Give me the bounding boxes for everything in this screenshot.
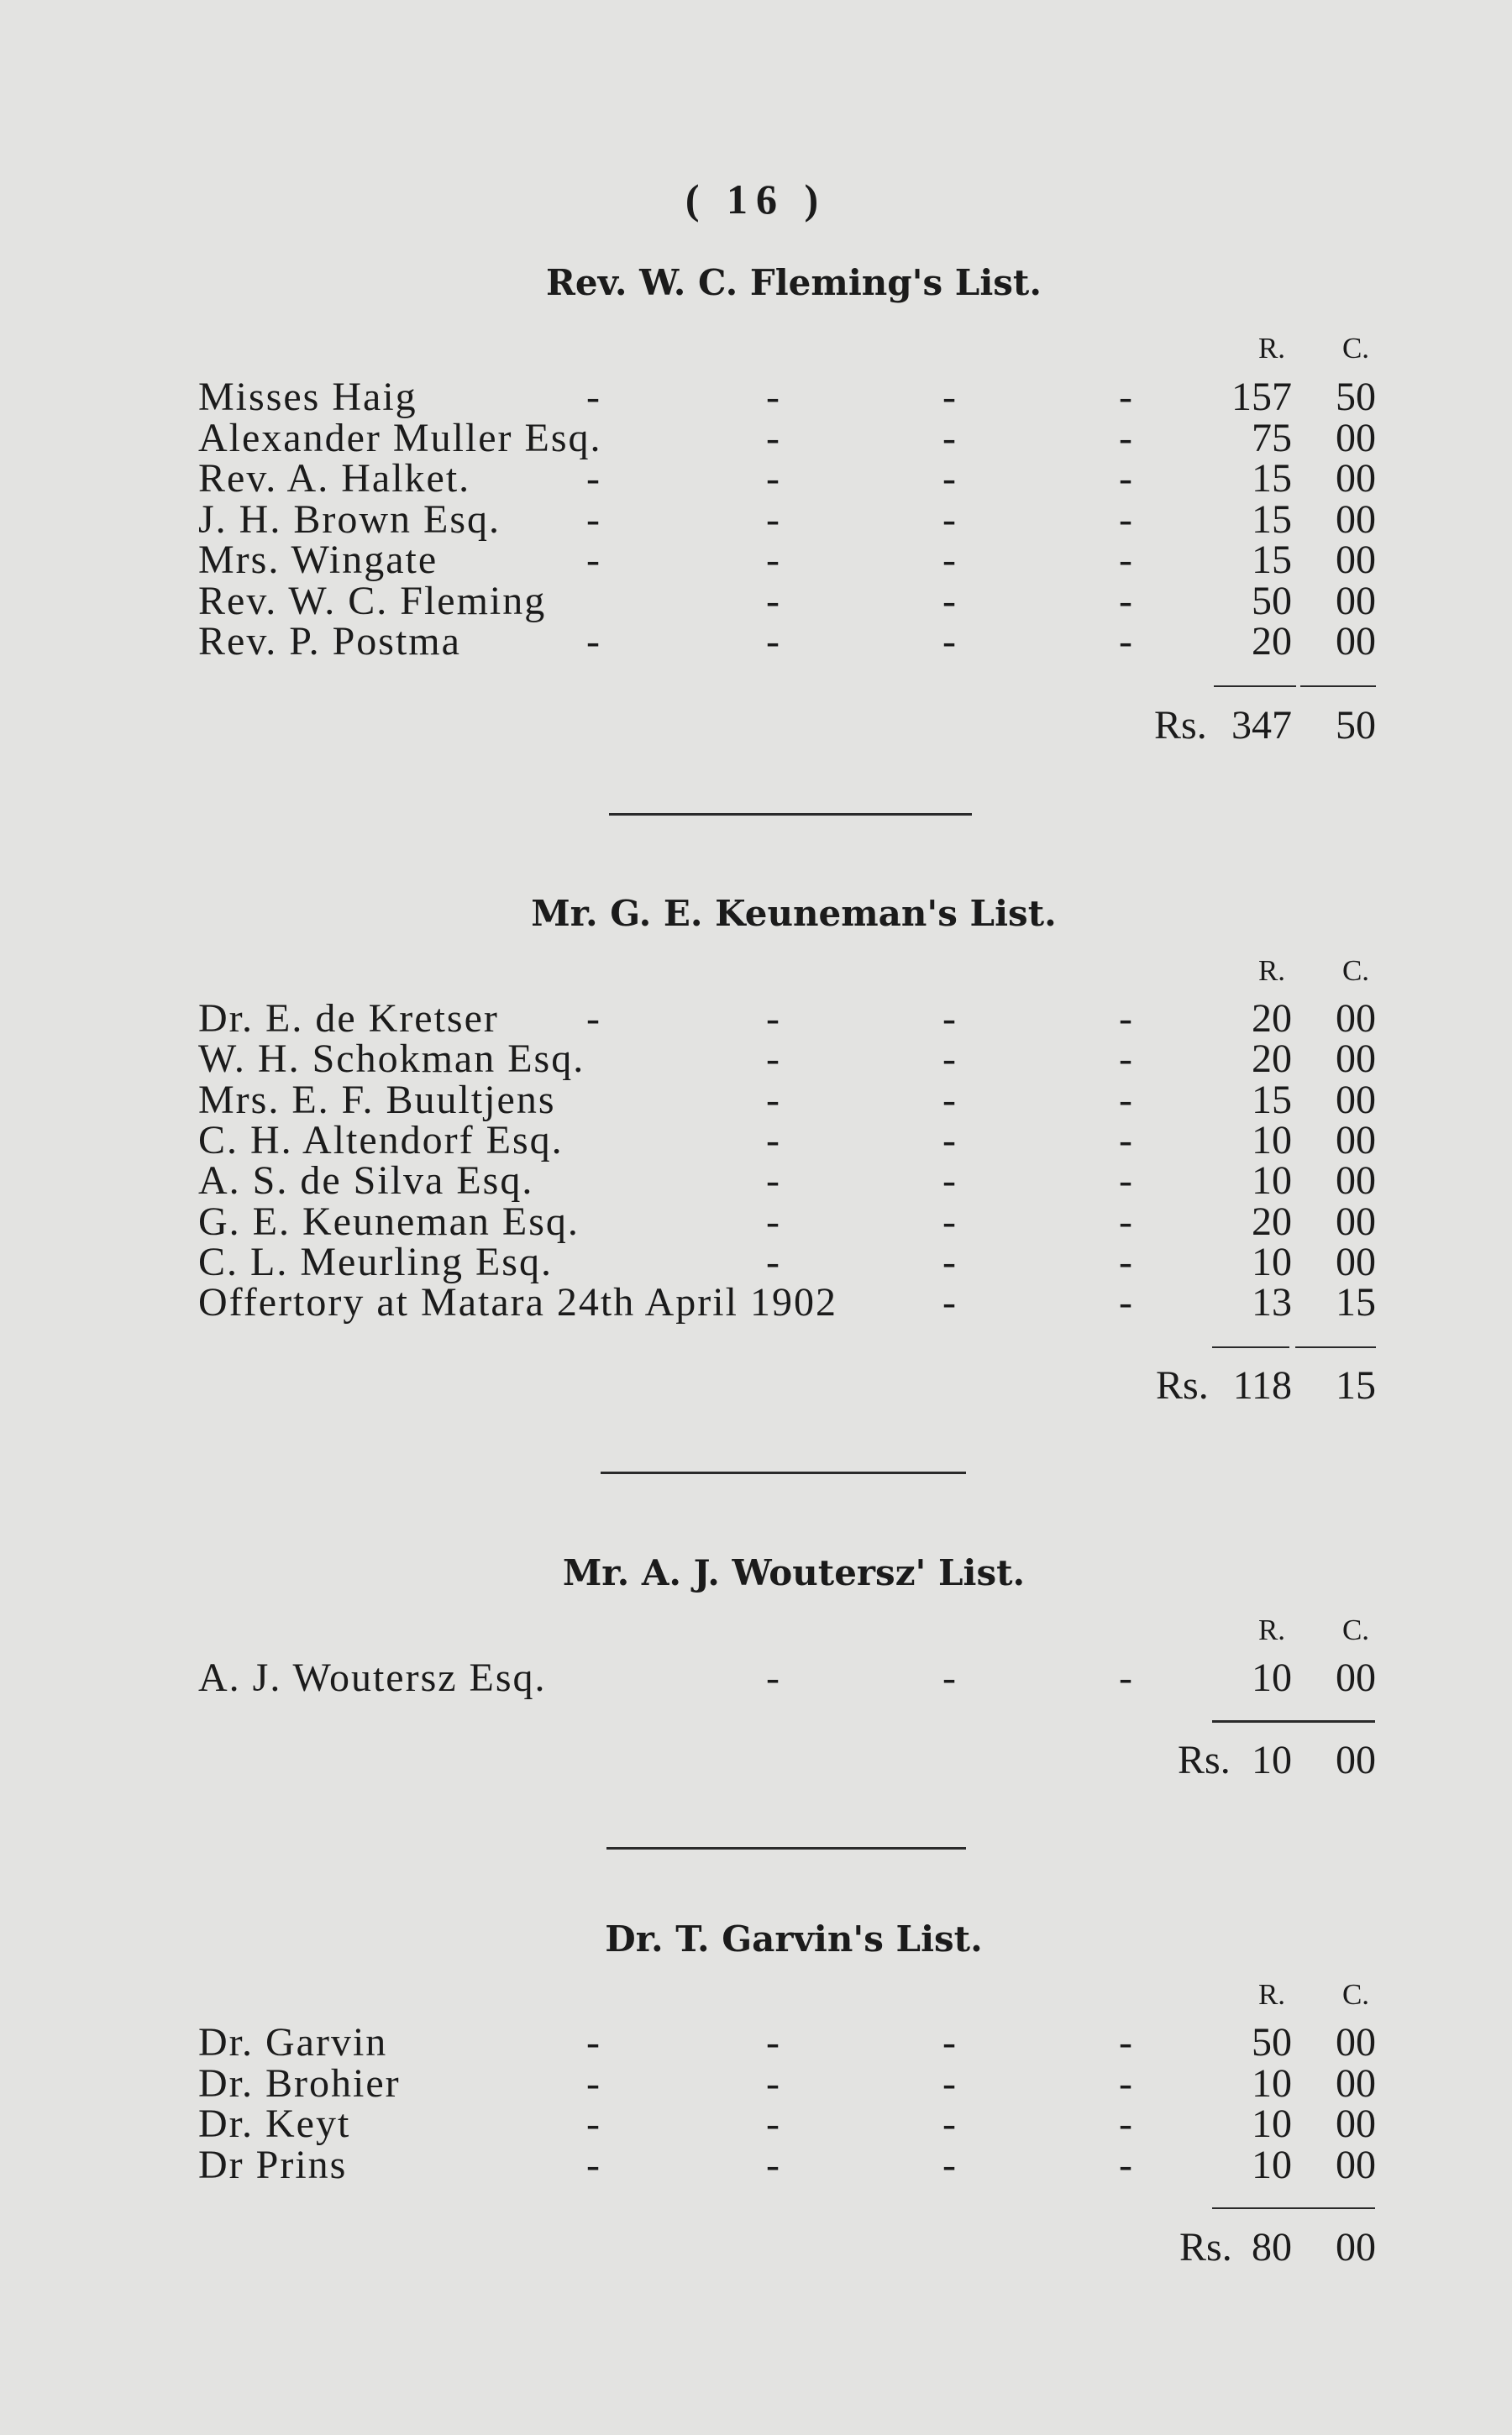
page-number: ( 16 ) [685,176,827,223]
sum-rule-rupees [1212,1346,1289,1348]
rupees-value: 20 [1252,619,1292,664]
leader-dash: - [1119,2142,1132,2187]
sum-rule [1212,2207,1375,2209]
leader-dash: - [586,2060,600,2106]
list-item [0,1201,1512,1243]
leader-dash: - [942,2102,956,2146]
rupees-value: 13 [1252,1280,1292,1325]
cents-value: 00 [1336,578,1376,623]
leader-dash: - [942,496,956,542]
leader-dash: - [586,996,600,1041]
cents-value: 00 [1336,619,1376,664]
subscriber-name: W. H. Schokman Esq. [198,1036,585,1082]
leader-dash: - [1119,1117,1132,1162]
rupees-value: 10 [1252,2102,1292,2146]
leader-dash: - [586,2142,600,2187]
rupees-value: 10 [1252,2060,1292,2106]
leader-dash: - [1119,2102,1132,2146]
list-item [0,2060,1512,2106]
subscriber-name: Rev. P. Postma [198,619,461,664]
leader-dash: - [1119,578,1132,623]
leader-dash: - [586,2102,600,2146]
rupees-value: 10 [1252,2142,1292,2187]
list-item [0,2022,1512,2064]
cents-value: 00 [1336,1077,1376,1122]
leader-dash: - [766,578,780,623]
total-cents: 15 [1336,1363,1376,1408]
cents-value: 00 [1336,2060,1376,2106]
rupees-value: 50 [1252,578,1292,623]
subscriber-name: C. L. Meurling Esq. [198,1239,553,1284]
rupees-value: 20 [1252,1199,1292,1244]
leader-dash: - [766,1656,780,1700]
subscriber-name: Rev. A. Halket. [198,456,471,501]
leader-dash: - [942,1117,956,1162]
leader-dash: - [1119,619,1132,664]
subscriber-name: J. H. Brown Esq. [198,496,501,542]
cents-value: 00 [1336,1239,1376,1284]
leader-dashes [0,2144,2,2186]
total-cents: 50 [1336,703,1376,748]
subscriber-name: Rev. W. C. Fleming [198,578,547,623]
leader-dash: - [766,2020,780,2065]
leader-dashes [0,1241,2,1283]
leader-dash: - [942,1036,956,1082]
subscriber-name: Alexander Muller Esq. [198,415,602,460]
cents-value: 00 [1336,496,1376,542]
list-item [0,1657,1512,1699]
leader-dash: - [1119,375,1132,419]
list-item [0,580,1512,622]
cents-header: C. [1341,954,1370,987]
total-cents: 00 [1336,2225,1376,2270]
subscriber-name: Dr Prins [198,2142,348,2187]
leader-dash: - [766,996,780,1041]
cents-value: 00 [1336,2102,1376,2146]
cents-value: 00 [1336,2142,1376,2187]
cents-value: 00 [1336,1117,1376,1162]
leader-dashes [0,1160,2,1202]
rupees-value: 10 [1252,1239,1292,1284]
leader-dash: - [586,2020,600,2065]
leader-dashes [0,1038,2,1080]
section-title: Mr. G. E. Keuneman's List. [531,893,1057,934]
total-rupees: 347 [1231,703,1292,748]
rupees-value: 10 [1252,1158,1292,1204]
leader-dashes [0,376,2,418]
leader-dashes [0,998,2,1040]
rupees-value: 15 [1252,456,1292,501]
cents-value: 00 [1336,456,1376,501]
leader-dash: - [1119,1158,1132,1204]
rupees-value: 157 [1231,375,1292,419]
leader-dashes [0,1079,2,1121]
leader-dash: - [1119,1199,1132,1244]
leader-dash: - [1119,1077,1132,1122]
cents-value: 00 [1336,996,1376,1041]
rupees-header: R. [1257,332,1286,365]
leader-dash: - [942,1239,956,1284]
sum-rule-rupees [1214,685,1296,687]
subscriber-name: Mrs. E. F. Buultjens [198,1077,556,1122]
cents-header: C. [1341,332,1370,365]
list-item [0,1160,1512,1202]
cents-value: 00 [1336,415,1376,460]
list-item [0,376,1512,418]
cents-value: 00 [1336,1036,1376,1082]
list-item [0,539,1512,581]
leader-dash: - [1119,1036,1132,1082]
rupees-header: R. [1257,1614,1286,1646]
leader-dash: - [586,496,600,542]
leader-dash: - [1119,456,1132,501]
leader-dashes [0,2063,2,2105]
leader-dash: - [766,1077,780,1122]
leader-dash: - [942,538,956,582]
leader-dash: - [942,2142,956,2187]
subscriber-name: Mrs. Wingate [198,538,438,582]
leader-dash: - [766,1239,780,1284]
leader-dash: - [942,1077,956,1122]
leader-dash: - [1119,538,1132,582]
list-item [0,1038,1512,1080]
rupees-value: 10 [1252,1656,1292,1700]
leader-dash: - [942,578,956,623]
section-divider [601,1472,966,1474]
leader-dashes [0,458,2,500]
leader-dash: - [766,375,780,419]
cents-value: 00 [1336,1158,1376,1204]
leader-dashes [0,539,2,581]
total-rupees: 80 [1252,2225,1292,2270]
leader-dash: - [1119,2060,1132,2106]
total-row: Rs. 347 50 [1154,703,1376,748]
leader-dashes [0,2103,2,2145]
list-item [0,458,1512,500]
total-row: Rs. 118 15 [1156,1363,1376,1408]
total-rupees: 118 [1232,1363,1292,1408]
leader-dashes [0,1201,2,1243]
cents-value: 00 [1336,2020,1376,2065]
subscriber-name: Dr. Brohier [198,2060,401,2106]
leader-dash: - [586,456,600,501]
list-item [0,1117,1512,1162]
leader-dash: - [942,375,956,419]
cents-value: 00 [1336,538,1376,582]
subscriber-name: Dr. E. de Kretser [198,996,499,1041]
leader-dash: - [942,1199,956,1244]
leader-dash: - [766,456,780,501]
rupees-header: R. [1257,1978,1286,2011]
rupees-value: 20 [1252,996,1292,1041]
leader-dashes [0,1282,1,1324]
leader-dashes [0,2022,2,2064]
total-row: Rs. 80 00 [1179,2225,1376,2270]
cents-value: 00 [1336,1199,1376,1244]
leader-dash: - [1119,996,1132,1041]
subscriber-name: Dr. Garvin [198,2020,388,2065]
subscriber-name: C. H. Altendorf Esq. [198,1117,564,1162]
leader-dashes [0,417,2,459]
leader-dash: - [766,619,780,664]
rupees-value: 15 [1252,1077,1292,1122]
rupees-value: 50 [1252,2020,1292,2065]
leader-dash: - [1119,496,1132,542]
list-item [0,1282,1512,1324]
leader-dash: - [1119,1239,1132,1284]
leader-dash: - [766,2102,780,2146]
total-rupees: 10 [1252,1738,1292,1782]
subscriber-name: Offertory at Matara 24th April 1902 [198,1280,837,1325]
list-item [0,1079,1512,1121]
leader-dash: - [942,415,956,460]
leader-dash: - [1119,1280,1132,1325]
cents-header: C. [1341,1614,1370,1646]
list-item [0,2144,1512,2186]
leader-dash: - [586,375,600,419]
leader-dash: - [942,1158,956,1204]
section-divider [606,1847,966,1850]
leader-dashes [0,580,2,622]
sum-rule-cents [1295,1346,1376,1348]
leader-dash: - [942,456,956,501]
rupees-value: 15 [1252,538,1292,582]
section-divider [609,813,972,816]
leader-dash: - [942,2060,956,2106]
cents-value: 50 [1336,375,1376,419]
subscriber-name: A. J. Woutersz Esq. [198,1656,547,1700]
total-cents: 00 [1336,1738,1376,1782]
rupees-header: R. [1257,954,1286,987]
leader-dash: - [942,2020,956,2065]
list-item [0,998,1512,1040]
leader-dash: - [942,996,956,1041]
total-row: Rs. 10 00 [1178,1738,1376,1782]
section-title: Dr. T. Garvin's List. [605,1918,983,1960]
leader-dash: - [766,415,780,460]
cents-value: 15 [1336,1280,1376,1325]
leader-dashes [0,499,2,541]
leader-dash: - [1119,1656,1132,1700]
rupees-value: 10 [1252,1117,1292,1162]
leader-dash: - [586,538,600,582]
leader-dashes [0,1120,2,1162]
subscriber-name: Misses Haig [198,375,417,419]
leader-dash: - [942,1280,956,1325]
subscriber-name: G. E. Keuneman Esq. [198,1199,580,1244]
leader-dash: - [1119,2020,1132,2065]
leader-dash: - [586,619,600,664]
leader-dash: - [766,2060,780,2106]
subscriber-name: A. S. de Silva Esq. [198,1158,534,1204]
section-title: Mr. A. J. Woutersz' List. [562,1552,1026,1593]
leader-dash: - [766,496,780,542]
cents-header: C. [1341,1978,1370,2011]
leader-dash: - [942,619,956,664]
leader-dashes [0,621,2,663]
cents-value: 00 [1336,1656,1376,1700]
sum-rule [1212,1720,1375,1723]
leader-dash: - [1119,415,1132,460]
leader-dash: - [766,1158,780,1204]
leader-dash: - [766,2142,780,2187]
list-item [0,417,1512,459]
list-item [0,2103,1512,2145]
subscriber-name: Dr. Keyt [198,2102,351,2146]
leader-dash: - [766,1036,780,1082]
list-item [0,1241,1512,1283]
rupees-value: 75 [1252,415,1292,460]
list-item [0,496,1512,542]
sum-rule-cents [1300,685,1376,687]
rupees-value: 15 [1252,496,1292,542]
leader-dash: - [942,1656,956,1700]
leader-dash: - [766,538,780,582]
rupees-value: 20 [1252,1036,1292,1082]
leader-dash: - [766,1199,780,1244]
section-title: Rev. W. C. Fleming's List. [546,262,1042,303]
leader-dash: - [766,1117,780,1162]
leader-dashes [0,1657,2,1699]
list-item [0,621,1512,663]
